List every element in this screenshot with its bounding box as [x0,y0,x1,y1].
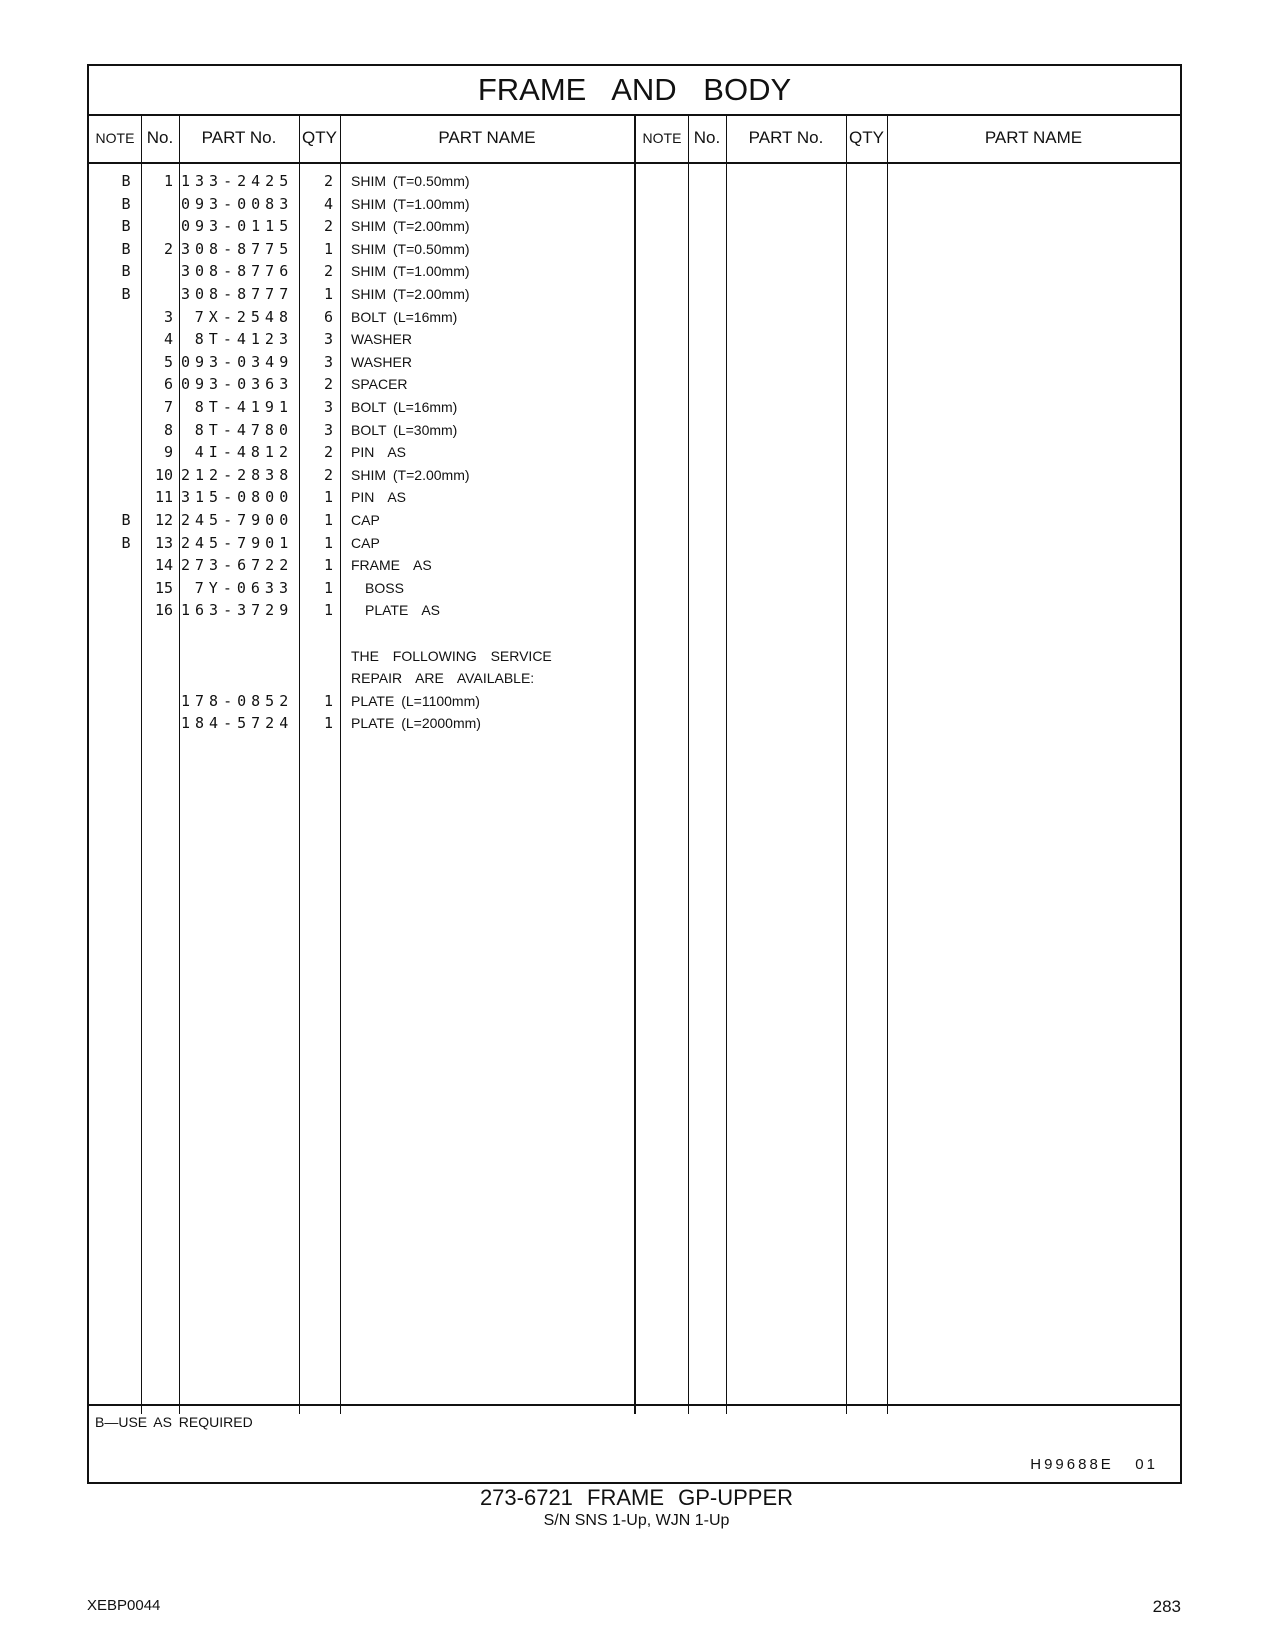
quantity-cell: 1 [323,556,333,575]
header-no: No. [146,128,174,147]
column-divider [726,114,727,1414]
item-number-cell: 10 [154,465,173,484]
quantity-cell: 1 [323,285,333,303]
part-name-cell: WASHER [351,331,412,348]
header-part-no: PART No. [201,128,277,147]
quantity-cell: 1 [323,714,333,733]
header-part-name: PART NAME [438,128,536,147]
table-bottom-rule [89,1404,1180,1406]
table-row [89,306,634,329]
part-number-cell: 133-2425 [181,172,294,190]
item-number-cell: 7 [163,398,173,416]
table-row [89,260,634,283]
part-name-cell: SHIM (T=2.00mm) [351,466,470,483]
part-name-cell: PIN AS [351,489,407,506]
item-number-cell: 12 [154,511,173,529]
item-number-cell: 11 [154,488,173,507]
note-cell: B [121,217,131,236]
table-row [89,441,634,464]
quantity-cell: 2 [323,262,333,281]
item-number-cell: 14 [154,556,173,575]
part-name-cell: PIN AS [351,444,407,461]
header-part-no-right: PART No. [748,128,824,147]
part-name-cell: PLATE (L=2000mm) [351,715,481,732]
part-number-cell: 184-5724 [181,714,294,733]
header-qty-right: QTY [849,128,884,147]
part-number-cell: 178-0852 [181,691,294,710]
header-qty: QTY [302,128,337,147]
document-id: XEBP0044 [87,1597,161,1614]
part-number-cell: 315-0800 [181,488,294,507]
table-row [89,577,634,600]
quantity-cell: 1 [323,488,333,507]
part-name-cell: SHIM (T=2.00mm) [351,218,470,235]
quantity-cell: 1 [323,601,333,620]
header-note-right: NOTE [642,130,682,146]
part-name-cell: BOLT (L=16mm) [351,399,458,415]
header-no-right: No. [693,128,721,147]
part-name-cell: REPAIR ARE AVAILABLE: [351,670,535,687]
item-number-cell: 16 [154,601,173,620]
part-number-cell: 8T-4191 [194,398,293,416]
header-part-name-right: PART NAME [984,128,1083,147]
quantity-cell: 2 [323,217,333,236]
quantity-cell: 2 [323,465,333,484]
note-cell: B [121,511,131,529]
part-number-cell: 8T-4123 [194,330,293,349]
quantity-cell: 1 [323,511,333,529]
part-name-cell: FRAME AS [351,557,432,574]
part-number-cell: 308-8775 [181,239,294,258]
part-number-cell: 245-7900 [181,511,294,529]
section-title: FRAME AND BODY [89,66,1180,116]
part-name-cell: SHIM (T=2.00mm) [351,286,470,302]
column-divider [887,114,888,1414]
part-number-cell: 308-8776 [181,262,294,281]
table-row [89,645,634,668]
table-row [89,193,634,216]
item-number-cell: 1 [163,172,173,190]
note-cell: B [121,533,131,552]
note-cell: B [121,285,131,303]
item-number-cell: 4 [163,330,173,349]
item-number-cell: 3 [163,307,173,326]
table-row [89,486,634,509]
part-number-cell: 212-2838 [181,465,294,484]
page-subtitle: S/N SNS 1-Up, WJN 1-Up [543,1512,730,1529]
item-number-cell: 15 [154,578,173,597]
part-number-cell: 245-7901 [181,533,294,552]
note-cell: B [121,239,131,258]
note-cell: B [121,172,131,190]
part-name-cell: SHIM (T=0.50mm) [351,240,470,257]
parts-table-frame [87,64,1182,1484]
part-name-cell: BOLT (L=16mm) [351,308,458,325]
item-number-cell: 8 [163,420,173,439]
table-row [89,170,634,193]
table-row [89,373,634,396]
quantity-cell: 2 [323,443,333,462]
part-number-cell: 308-8777 [181,285,294,303]
part-number-cell: 4I-4812 [194,443,293,462]
table-row [89,238,634,261]
column-divider-center [634,114,636,1414]
table-row [89,351,634,374]
quantity-cell: 1 [323,533,333,552]
part-number-cell: 7X-2548 [194,307,293,326]
footnote: B—USE AS REQUIRED [95,1414,253,1430]
part-name-cell: THE FOLLOWING SERVICE [351,647,552,664]
part-name-cell: PLATE (L=1100mm) [351,692,480,709]
part-name-cell: BOSS [365,579,404,596]
part-name-cell: SHIM (T=0.50mm) [351,173,470,189]
header-note: NOTE [95,130,135,146]
table-row [89,283,634,306]
item-number-cell: 9 [163,443,173,462]
part-number-cell: 7Y-0633 [194,578,293,597]
table-row [89,690,634,713]
quantity-cell: 2 [323,375,333,394]
quantity-cell: 3 [323,398,333,416]
table-row [89,599,634,622]
table-row [89,215,634,238]
drawing-code: H99688E 01 [1030,1456,1158,1473]
quantity-cell: 3 [323,330,333,349]
quantity-cell: 1 [323,691,333,710]
table-row [89,622,634,645]
page-number: 283 [1152,1597,1181,1616]
quantity-cell: 2 [323,172,333,190]
part-number-cell: 093-0115 [181,217,294,236]
item-number-cell: 5 [163,352,173,371]
table-row [89,509,634,532]
item-number-cell: 13 [154,533,173,552]
part-name-cell: CAP [351,512,380,528]
item-number-cell: 2 [163,239,173,258]
part-number-cell: 093-0349 [181,352,294,371]
quantity-cell: 1 [323,578,333,597]
table-row [89,419,634,442]
note-cell: B [121,262,131,281]
table-row [89,396,634,419]
table-row [89,712,634,735]
part-name-cell: SHIM (T=1.00mm) [351,263,470,280]
part-number-cell: 093-0363 [181,375,294,394]
quantity-cell: 4 [323,194,333,213]
quantity-cell: 3 [323,352,333,371]
part-name-cell: BOLT (L=30mm) [351,421,458,438]
part-number-cell: 273-6722 [181,556,294,575]
note-cell: B [121,194,131,213]
page-title: 273-6721 FRAME GP-UPPER [479,1485,794,1510]
part-number-cell: 163-3729 [181,601,294,620]
table-row [89,328,634,351]
quantity-cell: 1 [323,239,333,258]
part-name-cell: WASHER [351,353,412,370]
table-row [89,667,634,690]
part-name-cell: SHIM (T=1.00mm) [351,195,470,212]
part-number-cell: 093-0083 [181,194,294,213]
table-row [89,464,634,487]
column-divider [846,114,847,1414]
item-number-cell: 6 [163,375,173,394]
table-row [89,532,634,555]
column-divider [688,114,689,1414]
part-name-cell: PLATE AS [365,602,440,619]
part-name-cell: SPACER [351,376,408,393]
quantity-cell: 6 [323,307,333,326]
quantity-cell: 3 [323,420,333,439]
part-name-cell: CAP [351,534,380,551]
table-row [89,554,634,577]
part-number-cell: 8T-4780 [194,420,293,439]
